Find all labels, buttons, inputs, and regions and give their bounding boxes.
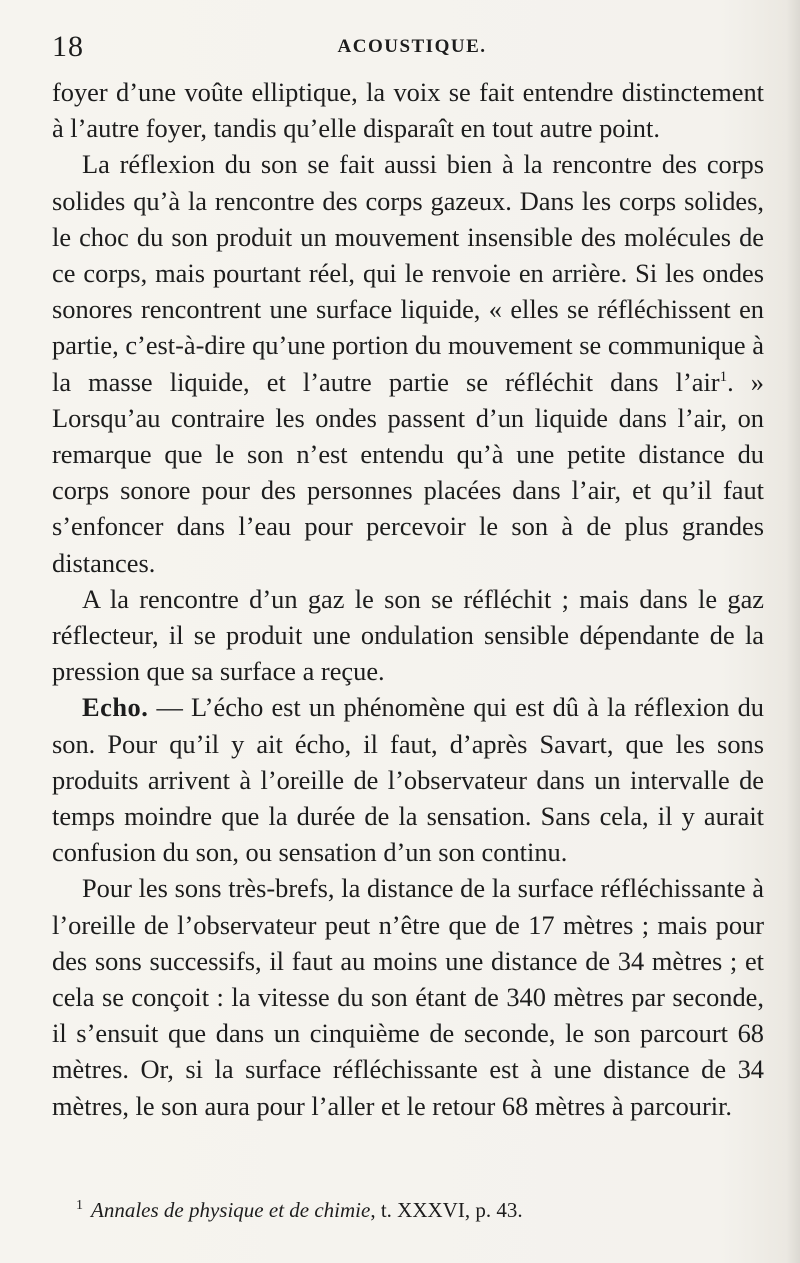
paragraph-4: [52, 689, 764, 870]
footnote-reference-text: , t. XXXVI, p. 43.: [370, 1198, 523, 1222]
paragraph-1: foyer d’une voûte elliptique, la voix se fait entendre distinctement à l’autre foyer, tandis qu’elle disparaît en tout autre point.: [52, 77, 764, 144]
paragraph-5: Pour les sons très-brefs, la distance de la surface réfléchissante à l’oreille de l’observateur peut n’être que de 17 mètres ; mais pour des sons successifs, il faut au moins une distance de 34 mètres ; et cela se conçoit : la vitesse du son étant de 340 mètres par seconde, il s’ensuit que dans un cinquième de seconde, le son parcourt 68 mètres. Or, si la surface réfléchissante est à une distance de 34 mètres, le son aura pour l’aller et le retour 68 mètres à parcourir.: [52, 873, 764, 1121]
page-edge-shadow: [786, 0, 800, 1263]
page-header: [52, 28, 772, 64]
footnote-title: Annales de physique et de chimie: [91, 1198, 371, 1222]
footnote-reference: 1: [719, 368, 728, 385]
page-number: 18: [52, 30, 84, 63]
footnote: [76, 1192, 766, 1224]
paragraph-2: [52, 146, 764, 580]
section-heading-echo: Echo.: [82, 692, 149, 723]
running-title: ACOUSTIQUE.: [337, 36, 487, 57]
paragraph-4-text: — L’écho est un phénomène qui est dû à la réflexion du son. Pour qu’il y ait écho, il faut, d’après Savart, que les sons produits arrivent à l’oreille de l’observateur dans un intervalle de temps moindre que la durée de la sensation. Sans cela, il y aurait confusion du son, ou sensation d’un son continu.: [52, 692, 764, 868]
paragraph-2-text-a: La réflexion du son se fait aussi bien à la rencontre des corps solides qu’à la rencontre des corps gazeux. Dans les corps solides, le choc du son produit un mouvement insensible des molécules de ce corps, mais pourtant réel, qui le renvoie en arrière. Si les ondes sonores rencontrent une surface liquide, « elles se réfléchissent en partie, c’est-à-dire qu’une portion du mouvement se communique à la masse liquide, et l’autre partie se réfléchit dans l’air: [52, 149, 764, 397]
paragraph-2-text-b: . » Lorsqu’au contraire les ondes passent d’un liquide dans l’air, on remarque que le son n’est entendu qu’à une petite distance du corps sonore pour des personnes placées dans l’air, et qu’il faut s’enfoncer dans l’eau pour percevoir le son à de plus grandes distances.: [52, 366, 764, 578]
footnote-mark: 1: [76, 1198, 83, 1213]
paragraph-3: A la rencontre d’un gaz le son se réfléchit ; mais dans le gaz réflecteur, il se produit une ondulation sensible dépendante de la pression que sa surface a reçue.: [52, 583, 764, 687]
body-text: [52, 74, 764, 1124]
